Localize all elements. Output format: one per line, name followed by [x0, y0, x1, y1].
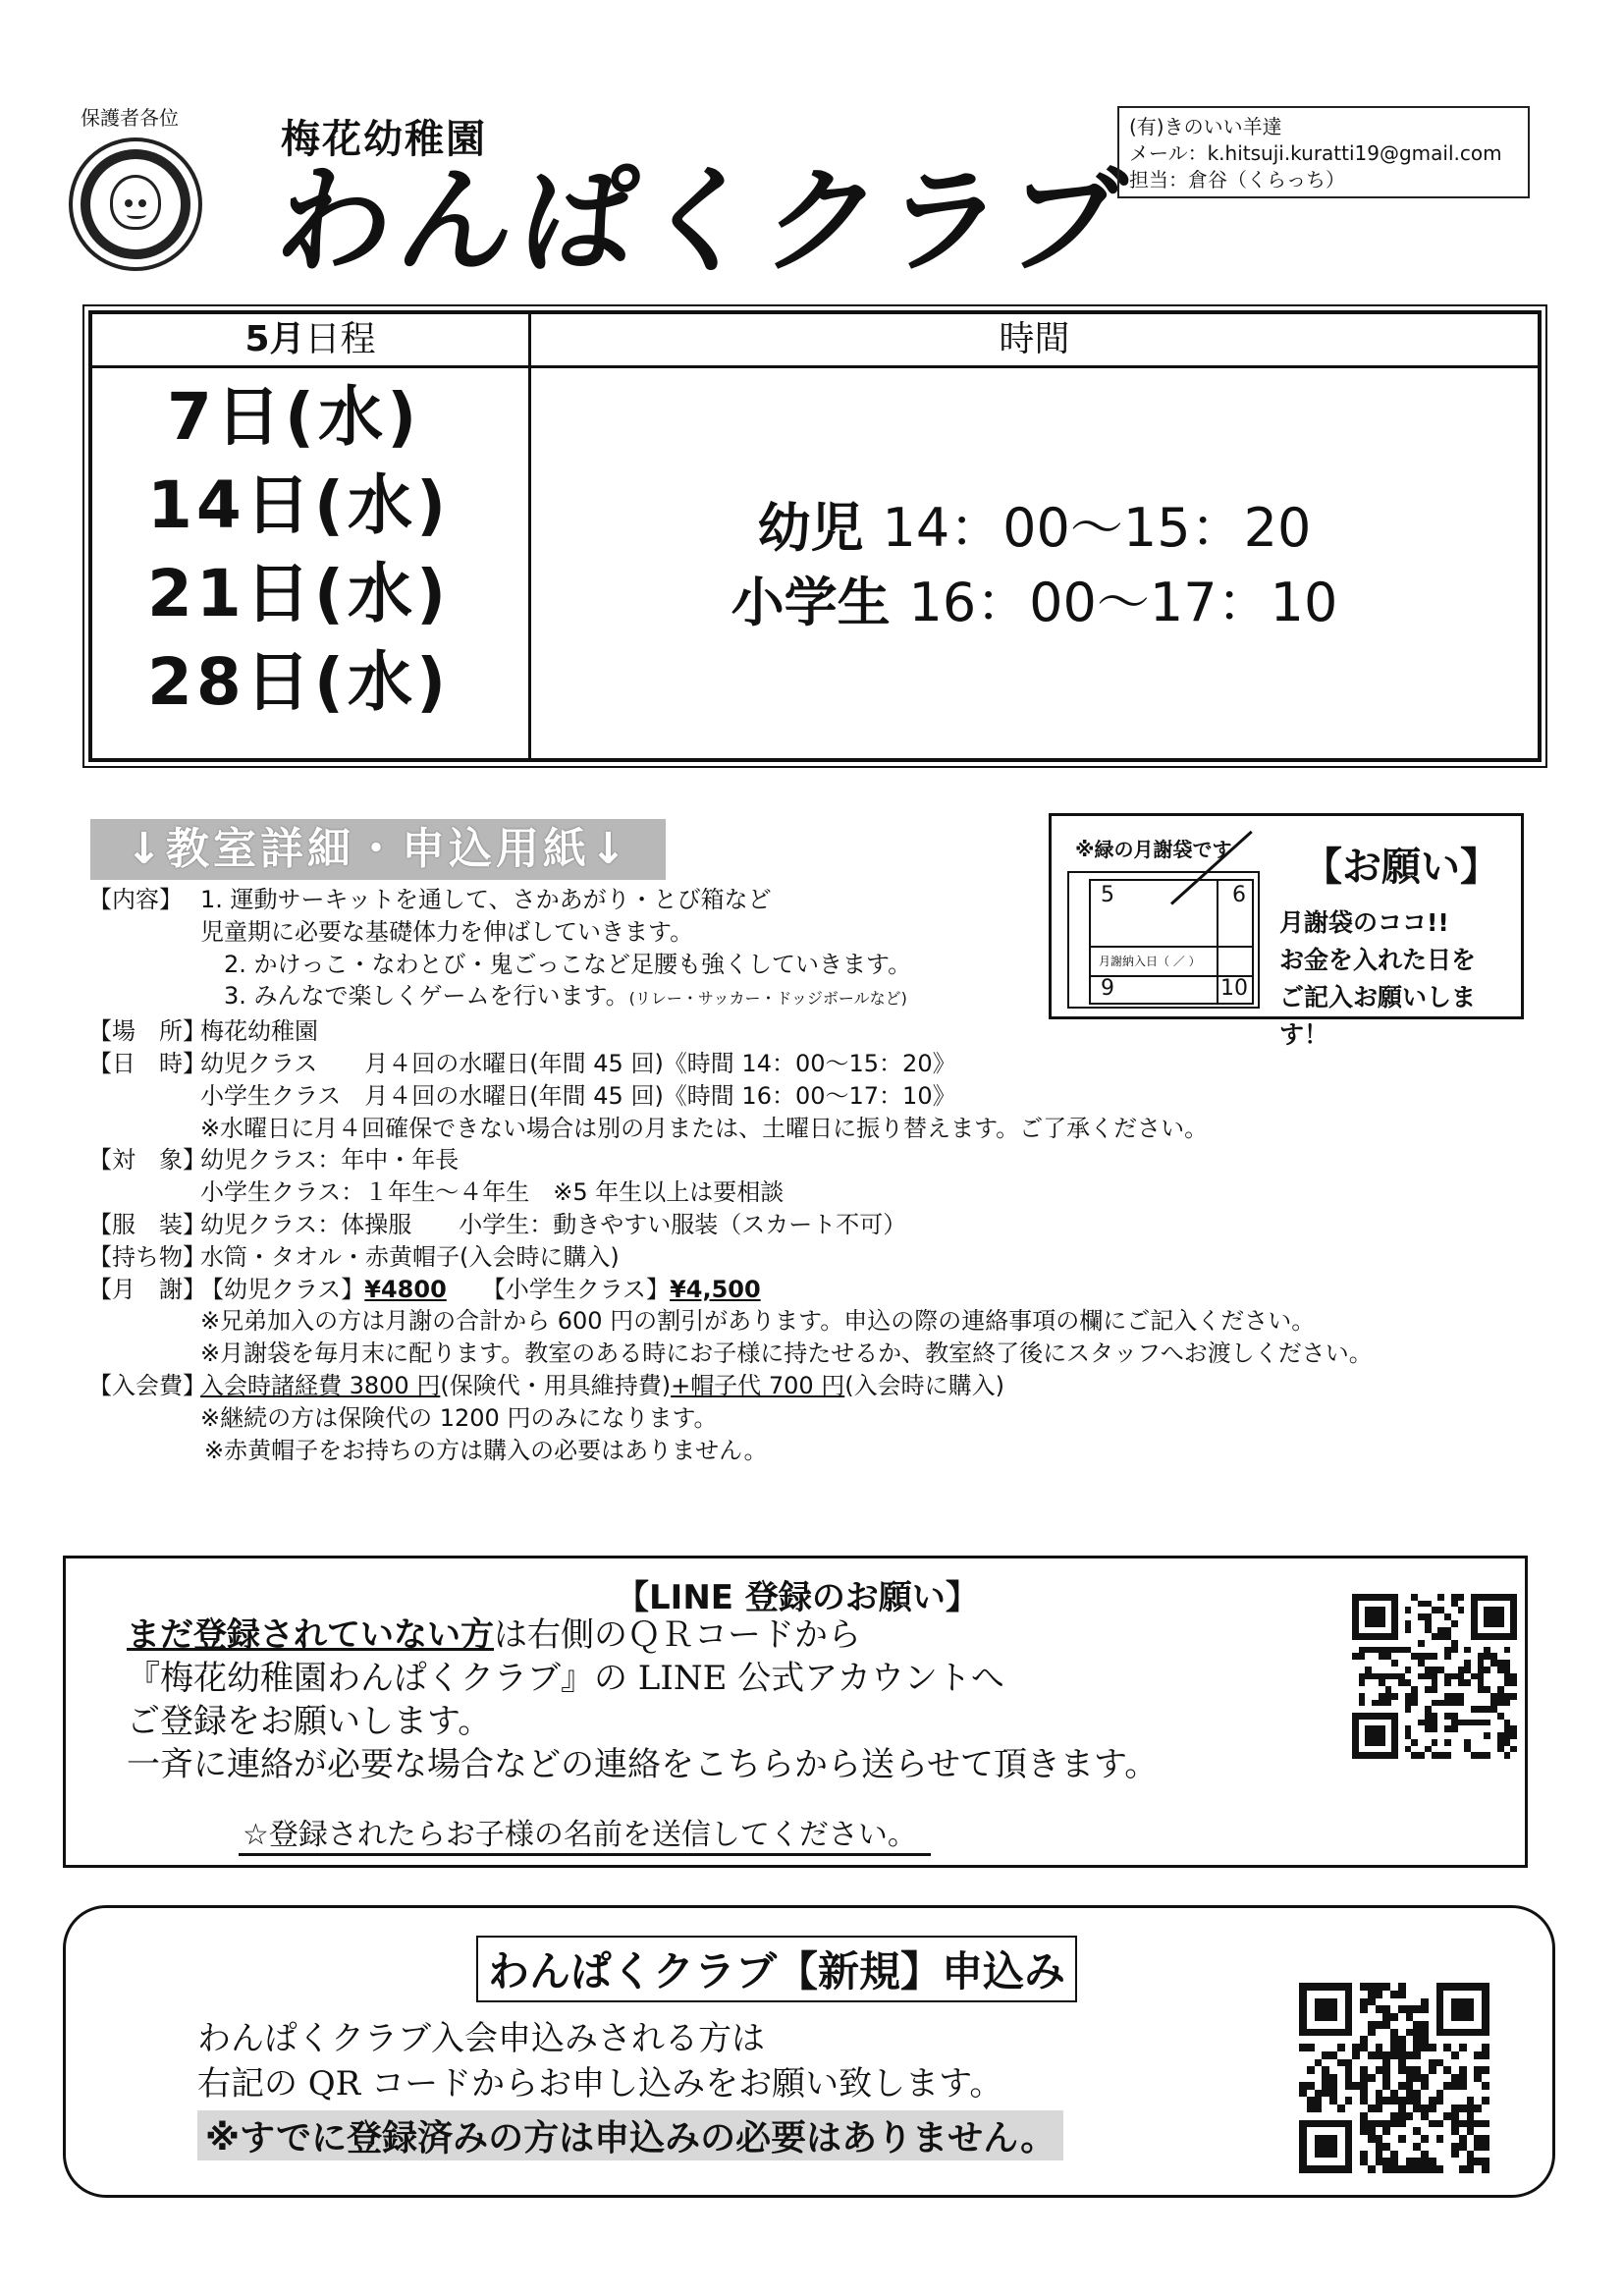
items-value: 水筒・タオル・赤黄帽子(入会時に購入) — [200, 1242, 620, 1271]
entry-note: ※赤黄帽子をお持ちの方は購入の必要はありません。 — [204, 1436, 768, 1464]
clothes-value: 幼児クラス：体操服 小学生：動きやすい服装（スカート不可） — [200, 1210, 907, 1238]
schedule-date: 21日(水) — [147, 556, 451, 631]
content-line: 児童期に必要な基礎体力を伸ばしていきます。 — [200, 917, 694, 946]
fee-note: ※月謝袋を毎月末に配ります。教室のある時にお子様に持たせるか、教室終了後にスタッフへお渡しください。 — [200, 1339, 1373, 1368]
entry-fee-value: 入会時諸経費 3800 円(保険代・用具維持費)+帽子代 700 円(入会時に購入) — [200, 1371, 1004, 1399]
line-star-note: ☆登録されたらお子様の名前を送信してください。 — [239, 1810, 931, 1856]
schedule-date-header: 5月日程 — [244, 319, 376, 359]
content-line: 1. 運動サーキットを通して、さかあがり・とび箱など — [200, 886, 772, 913]
line-registration-box — [63, 1556, 1528, 1868]
line-body: まだ登録されていない方は右側のＱＲコードから 『梅花幼稚園わんぱくクラブ』の LINE 公式アカウントへ ご登録をお願いします。 一斉に連絡が必要な場合などの連絡をこちらから送らせて頂きます。 — [127, 1615, 1159, 1784]
label-target: 【対 象】 — [88, 1146, 206, 1175]
details-banner: ↓教室詳細・申込用紙↓ — [90, 819, 666, 880]
schedule-date: 7日(水) — [167, 379, 421, 455]
schedule-time-header: 時間 — [999, 319, 1070, 359]
schedule-time-elementary: 小学生 16：00〜17：10 — [731, 572, 1338, 633]
schedule-dates — [92, 373, 528, 727]
apply-title: わんぱくクラブ【新規】申込み — [476, 1936, 1077, 2002]
label-entry-fee: 【入会費】 — [88, 1371, 206, 1399]
club-title: わんぱくクラブ — [269, 153, 1137, 289]
envelope-cell-9: 9 — [1101, 976, 1114, 1001]
schedule-time-kids: 幼児 14：00〜15：20 — [757, 497, 1312, 559]
line-qr-code-icon[interactable] — [1352, 1594, 1517, 1759]
line-title: 【LINE 登録のお願い】 — [616, 1578, 979, 1617]
content-line: 2. かけっこ・なわとび・鬼ごっこなど足腰も強くしていきます。 — [224, 950, 912, 978]
target-line: 幼児クラス：年中・年長 — [200, 1146, 460, 1175]
apply-note: ※すでに登録済みの方は申込みの必要はありません。 — [197, 2110, 1063, 2160]
details-list — [88, 884, 1561, 1466]
contact-box — [1117, 106, 1530, 198]
datetime-line: 小学生クラス 月４回の水曜日(年間 45 回)《時間 16：00〜17：10》 — [200, 1081, 956, 1110]
schedule-date: 28日(水) — [147, 644, 451, 720]
label-fee: 【月 謝】 — [88, 1275, 206, 1303]
content-line: 3. みんなで楽しくゲームを行います。(リレー・サッカー・ドッジボールなど) — [224, 982, 907, 1011]
label-place: 【場 所】 — [88, 1017, 206, 1046]
apply-qr-code-icon[interactable] — [1299, 1983, 1489, 2173]
new-application-box — [63, 1905, 1555, 2198]
schedule-times — [531, 491, 1538, 640]
request-note: ※緑の月謝袋です — [1075, 838, 1232, 861]
label-datetime: 【日 時】 — [88, 1049, 206, 1077]
envelope-date-row: 月謝納入日（ ／ ） — [1091, 946, 1252, 977]
apply-body: わんぱくクラブ入会申込みされる方は 右記の QR コードからお申し込みをお願い致します。 — [197, 2019, 1003, 2104]
recipient-label: 保護者各位 — [81, 106, 179, 130]
contact-company: (有)きのいい羊達 — [1129, 115, 1282, 138]
target-line: 小学生クラス：１年生〜４年生 ※5 年生以上は要相談 — [200, 1178, 785, 1207]
request-title: 【お願い】 — [1303, 845, 1499, 890]
datetime-line: 幼児クラス 月４回の水曜日(年間 45 回)《時間 14：00〜15：20》 — [200, 1049, 956, 1077]
contact-person: 担当：倉谷（くらっち） — [1129, 168, 1345, 191]
label-content: 【内容】 — [88, 886, 183, 913]
company-seal-icon — [69, 137, 202, 271]
contact-email: メール：k.hitsuji.kuratti19@gmail.com — [1129, 141, 1502, 165]
schedule-date: 14日(水) — [147, 467, 451, 543]
label-items: 【持ち物】 — [88, 1242, 206, 1271]
datetime-note: ※水曜日に月４回確保できない場合は別の月または、土曜日に振り替えます。ご了承ください。 — [200, 1114, 1209, 1142]
entry-note: ※継続の方は保険代の 1200 円のみになります。 — [200, 1403, 718, 1432]
request-body: 月謝袋のココ!! お金を入れた日を ご記入お願いします！ — [1279, 908, 1477, 1049]
school-name: 梅花幼稚園 — [281, 117, 487, 162]
schedule-table — [88, 310, 1542, 762]
label-clothes: 【服 装】 — [88, 1210, 206, 1238]
place-value: 梅花幼稚園 — [200, 1017, 318, 1046]
fee-note: ※兄弟加入の方は月謝の合計から 600 円の割引があります。申込の際の連絡事項の欄にご記入ください。 — [200, 1307, 1316, 1336]
envelope-cell-10: 10 — [1220, 976, 1248, 1001]
fee-value: 【幼児クラス】¥4800 【小学生クラス】¥4,500 — [200, 1275, 761, 1303]
envelope-cell-5: 5 — [1101, 883, 1114, 907]
envelope-cell-6: 6 — [1232, 883, 1246, 907]
